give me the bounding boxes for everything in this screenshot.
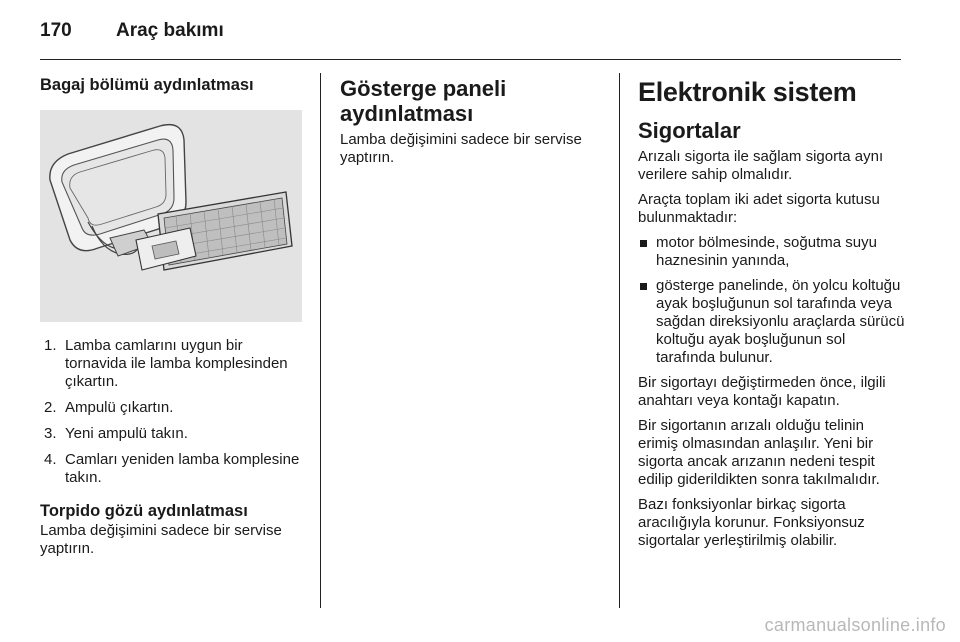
column-2: [340, 76, 605, 167]
section-heading-glovebox-light: Torpido gözü aydınlatması: [40, 501, 248, 520]
heading-line-1: Gösterge paneli: [340, 76, 507, 101]
list-item: 4. Camları yeniden lamba komplesine takın.: [44, 450, 300, 486]
paragraph: Bir sigortanın arızalı olduğu telinin erimiş olmasından anlaşılır. Yeni bir sigorta ancak arızanın nedeni tespit edilip giderildikten sonra takılmalıdır.: [638, 416, 880, 488]
column-divider-1: [320, 73, 321, 608]
chapter-section-title: Elektronik sistem: [638, 77, 857, 107]
section-heading-trunk-light: Bagaj bölümü aydınlatması: [40, 76, 254, 94]
list-item: motor bölmesinde, soğutma suyu haznesinin yanında,: [638, 234, 908, 270]
list-item: 3. Yeni ampulü takın.: [44, 424, 188, 442]
paragraph: Bazı fonksiyonlar birkaç sigorta aracılığıyla korunur. Fonksiyonsuz sigortalar yerleştirilmiş olabilir.: [638, 495, 865, 549]
list-item: gösterge panelinde, ön yolcu koltuğu ayak boşluğunun sol tarafında veya sağdan direksiyonlu araçlarda sürücü koltuğu ayak boşluğunun sol tarafında bulunur.: [638, 277, 908, 367]
header-rule: [40, 59, 901, 60]
paragraph: Araçta toplam iki adet sigorta kutusu bulunmaktadır:: [638, 190, 880, 226]
subsection-title-fuses: Sigortalar: [638, 118, 741, 144]
lamp-illustration: [40, 110, 302, 322]
glovebox-text: Lamba değişimini sadece bir servise yaptırın.: [40, 521, 282, 557]
dashboard-light-text: Lamba değişimini sadece bir servise yaptırın.: [340, 130, 582, 166]
paragraph: Arızalı sigorta ile sağlam sigorta aynı verilere sahip olmalıdır.: [638, 147, 884, 183]
column-3: [638, 76, 908, 550]
page-number: 170: [40, 20, 72, 41]
section-heading-dashboard-light: [340, 76, 605, 127]
watermark: carmanualsonline.info: [764, 615, 946, 635]
replacement-steps: [40, 337, 305, 487]
paragraph: Bir sigortayı değiştirmeden önce, ilgili anahtarı veya kontağı kapatın.: [638, 373, 886, 409]
list-item: 1. Lamba camlarını uygun bir tornavida ile lamba komplesinden çıkartın.: [44, 336, 288, 390]
lamp-drawing: [40, 110, 302, 322]
heading-line-2: aydınlatması: [340, 101, 474, 127]
fuse-box-locations: [638, 234, 908, 367]
column-divider-2: [619, 73, 620, 608]
chapter-title: Araç bakımı: [116, 20, 224, 41]
list-item: 2. Ampulü çıkartın.: [44, 398, 174, 416]
column-1: [40, 76, 305, 558]
